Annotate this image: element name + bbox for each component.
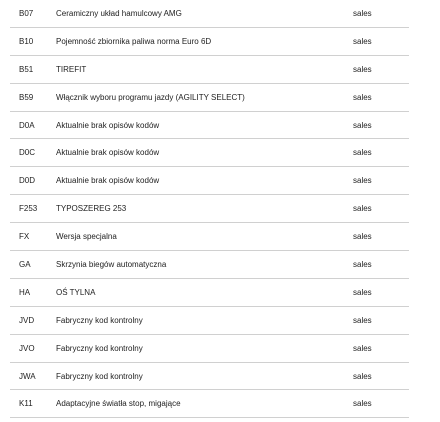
code-cell: GA (19, 260, 31, 270)
type-cell: sales (353, 287, 372, 297)
description-cell: Fabryczny kod kontrolny (56, 371, 143, 381)
type-cell: sales (353, 92, 372, 102)
description-cell: Fabryczny kod kontrolny (56, 315, 143, 325)
table-row (10, 307, 409, 335)
type-cell: sales (353, 148, 372, 158)
table-row (10, 84, 409, 112)
code-cell: B07 (19, 9, 34, 18)
equipment-code-table (10, 0, 409, 418)
code-cell: FX (19, 232, 30, 242)
table-row (10, 139, 409, 167)
description-cell: Fabryczny kod kontrolny (56, 343, 143, 353)
description-cell: Aktualnie brak opisów kodów (56, 120, 160, 130)
description-cell: Włącznik wyboru programu jazdy (AGILITY SELECT) (56, 92, 245, 102)
code-cell: JWA (19, 371, 36, 381)
description-cell: TIREFIT (56, 64, 87, 74)
table-row (10, 0, 409, 28)
type-cell: sales (353, 232, 372, 242)
type-cell: sales (353, 9, 372, 18)
type-cell: sales (353, 204, 372, 214)
code-cell: HA (19, 287, 31, 297)
type-cell: sales (353, 64, 372, 74)
code-cell: D0A (19, 120, 35, 130)
code-cell: JVO (19, 343, 35, 353)
type-cell: sales (353, 343, 372, 353)
table-row (10, 56, 409, 84)
table-row (10, 390, 409, 418)
code-cell: D0D (19, 176, 36, 186)
description-cell: Ceramiczny układ hamulcowy AMG (56, 9, 182, 18)
type-cell: sales (353, 176, 372, 186)
code-cell: D0C (19, 148, 36, 158)
code-cell: K11 (19, 399, 33, 409)
type-cell: sales (353, 260, 372, 270)
table-row (10, 223, 409, 251)
description-cell: Adaptacyjne światła stop, migające (56, 399, 181, 409)
type-cell: sales (353, 120, 372, 130)
table-row (10, 251, 409, 279)
code-cell: B10 (19, 36, 34, 46)
description-cell: OŚ TYLNA (56, 287, 96, 297)
table-row (10, 112, 409, 140)
description-cell: Pojemność zbiornika paliwa norma Euro 6D (56, 36, 212, 46)
type-cell: sales (353, 36, 372, 46)
type-cell: sales (353, 371, 372, 381)
description-cell: Skrzynia biegów automatyczna (56, 260, 167, 270)
code-cell: B59 (19, 92, 34, 102)
description-cell: TYPOSZEREG 253 (56, 204, 127, 214)
description-cell: Aktualnie brak opisów kodów (56, 176, 160, 186)
description-cell: Wersja specjalna (56, 232, 117, 242)
table-row (10, 167, 409, 195)
description-cell: Aktualnie brak opisów kodów (56, 148, 160, 158)
type-cell: sales (353, 399, 372, 409)
code-cell: B51 (19, 64, 34, 74)
table-row (10, 335, 409, 363)
table-row (10, 279, 409, 307)
type-cell: sales (353, 315, 372, 325)
code-cell: F253 (19, 204, 38, 214)
table-row (10, 363, 409, 391)
table-row (10, 28, 409, 56)
table-row (10, 195, 409, 223)
code-cell: JVD (19, 315, 35, 325)
